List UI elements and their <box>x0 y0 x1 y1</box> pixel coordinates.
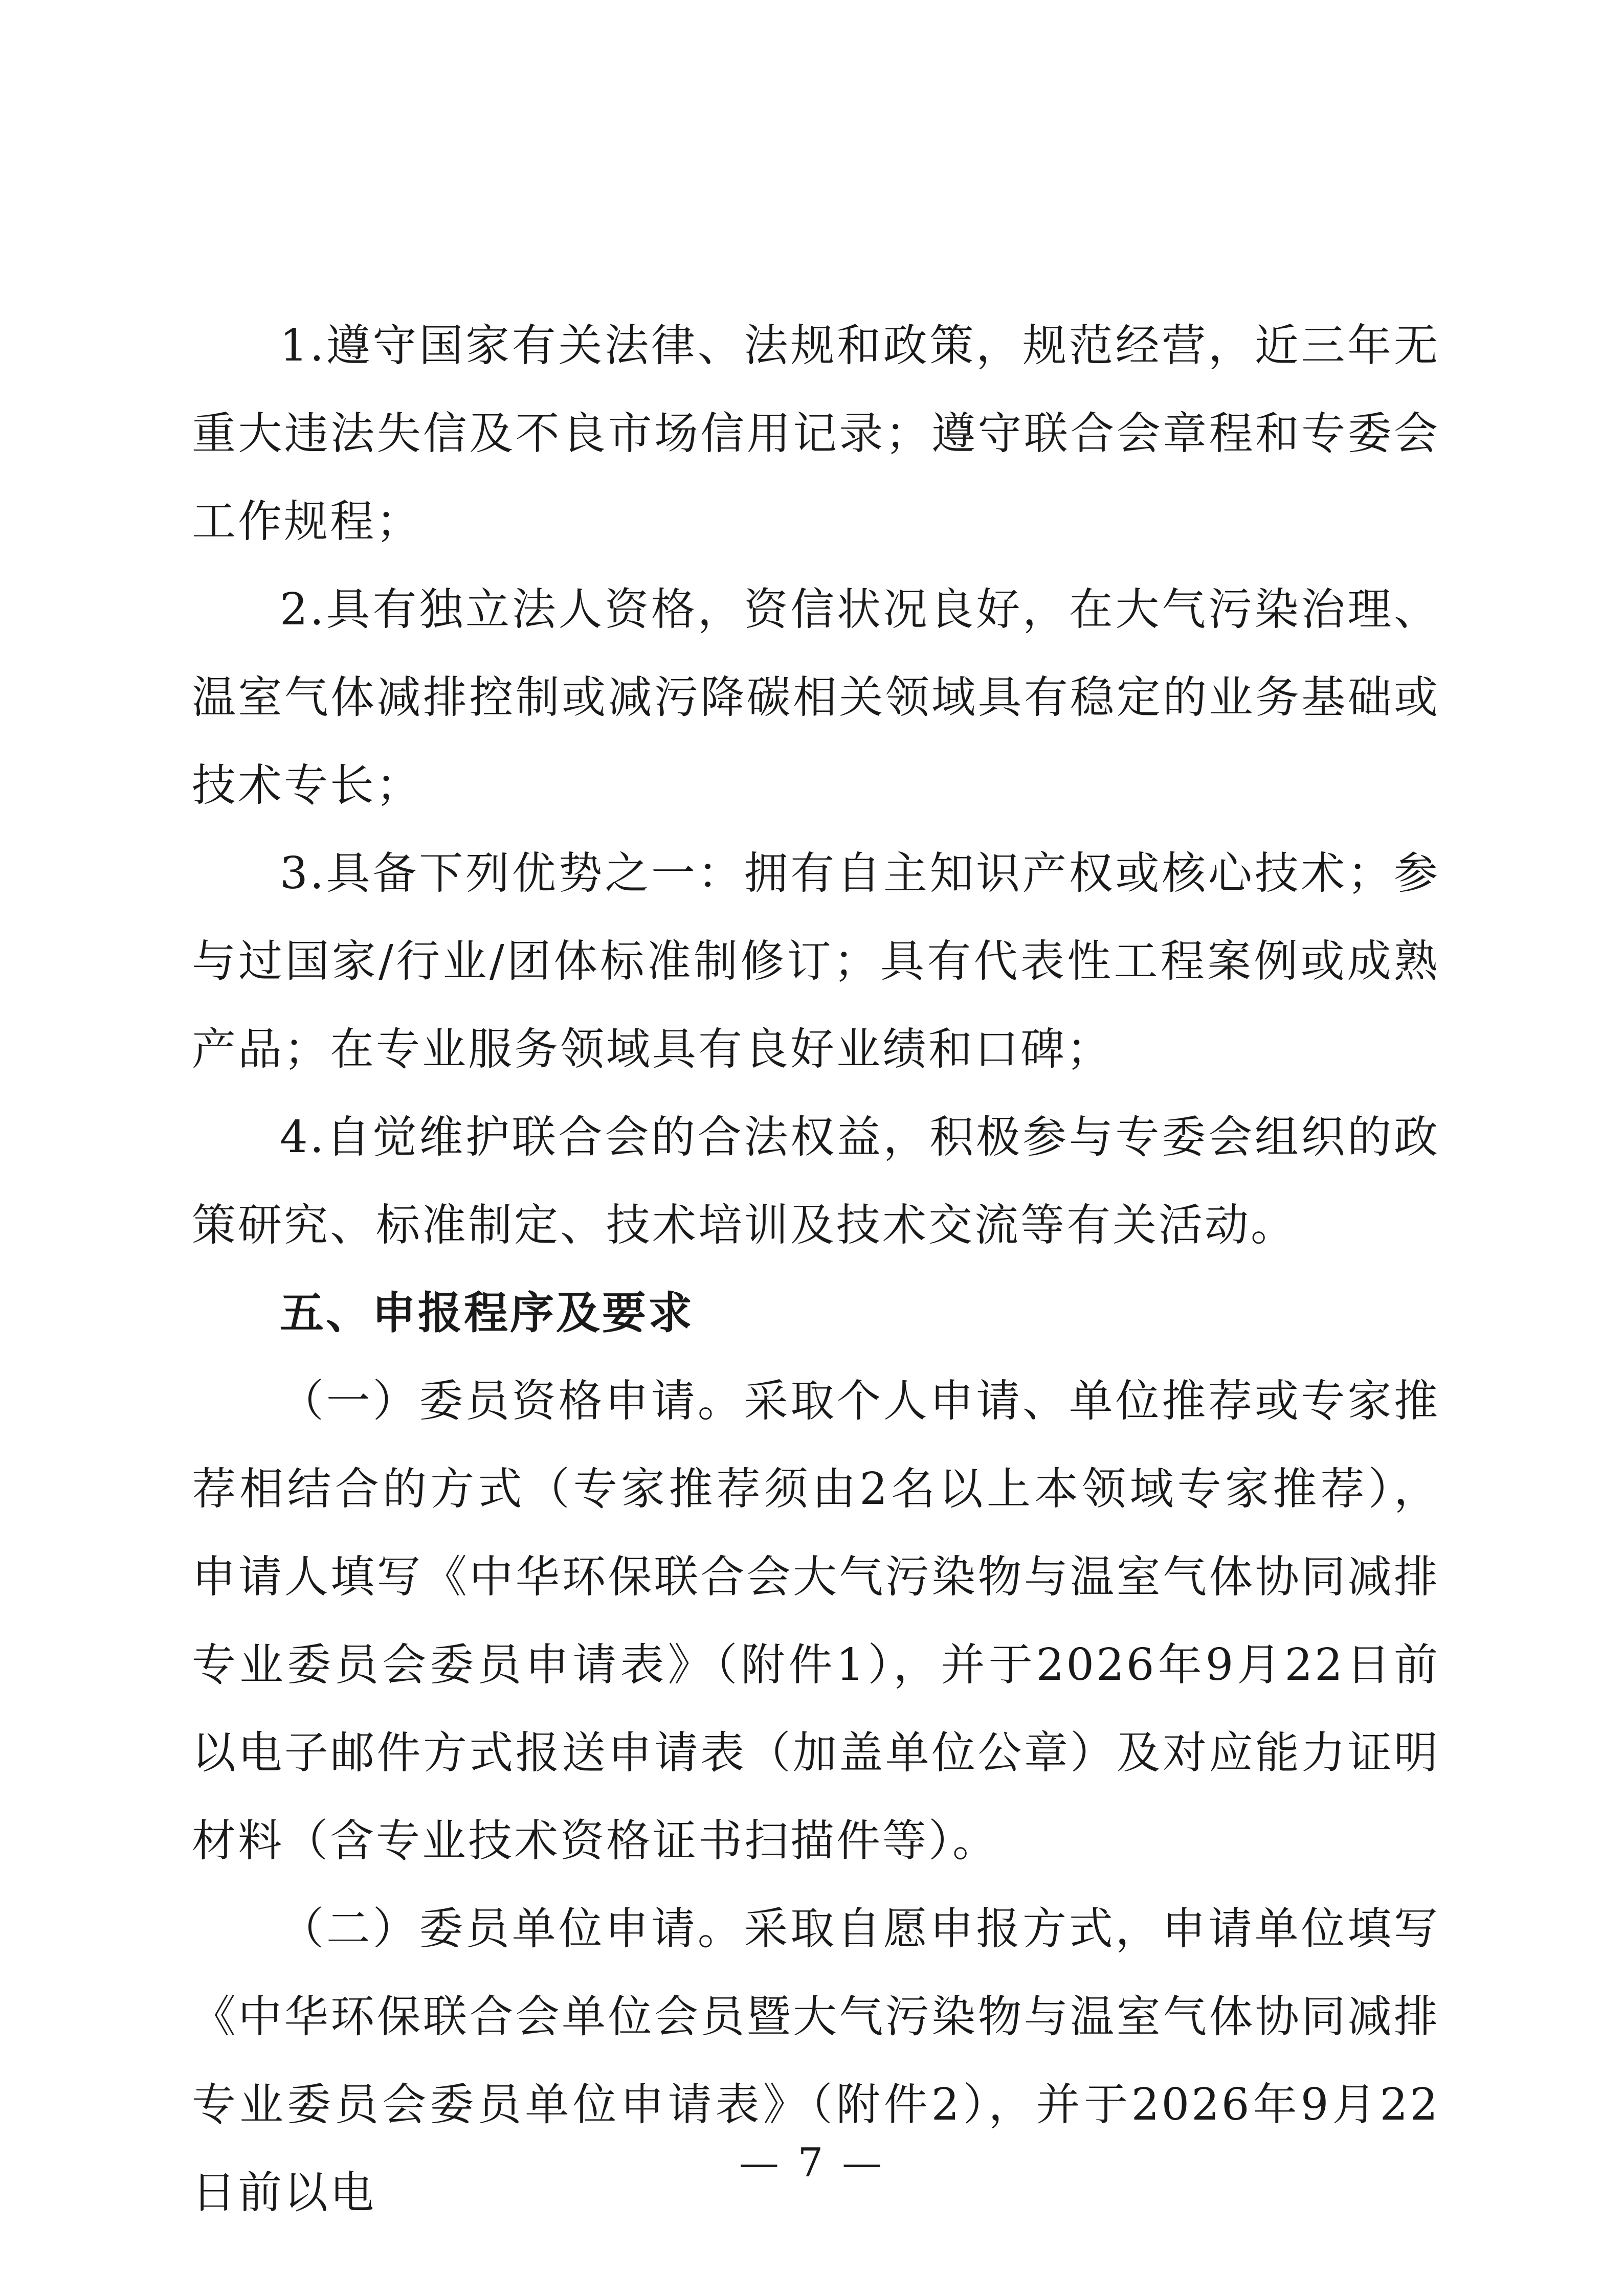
section-heading: 五、申报程序及要求 <box>280 1287 694 1339</box>
procedure-item-1: （一）委员资格申请。采取个人申请、单位推荐或专家推荐相结合的方式（专家推荐须由2名以上本领域专家推荐），申请人填写《中华环保联合会大气污染物与温室气体协同减排专业委员会委员申请表》（附件1），并于2026年9月22日前以电子邮件方式报送申请表（加盖单位公章）及对应能力证明材料（含专业技术资格证书扫描件等）。 <box>192 1376 1440 1866</box>
requirement-item-1: 1.遵守国家有关法律、法规和政策，规范经营，近三年无重大违法失信及不良市场信用记录；遵守联合会章程和专委会工作规程； <box>192 320 1440 547</box>
document-body <box>192 302 1440 2237</box>
page-number: — 7 — <box>739 2140 885 2186</box>
requirement-item-2: 2.具有独立法人资格，资信状况良好，在大气污染治理、温室气体减排控制或减污降碳相关领域具有稳定的业务基础或技术专长； <box>192 584 1440 811</box>
procedure-item-2: （二）委员单位申请。采取自愿申报方式，申请单位填写《中华环保联合会单位会员暨大气污染物与温室气体协同减排专业委员会委员单位申请表》（附件2），并于2026年9月22日前以电 <box>192 1903 1440 2218</box>
requirement-item-4: 4.自觉维护联合会的合法权益，积极参与专委会组织的政策研究、标准制定、技术培训及技术交流等有关活动。 <box>192 1112 1440 1251</box>
requirement-item-3: 3.具备下列优势之一：拥有自主知识产权或核心技术；参与过国家/行业/团体标准制修订；具有代表性工程案例或成熟产品；在专业服务领域具有良好业绩和口碑； <box>192 848 1440 1075</box>
